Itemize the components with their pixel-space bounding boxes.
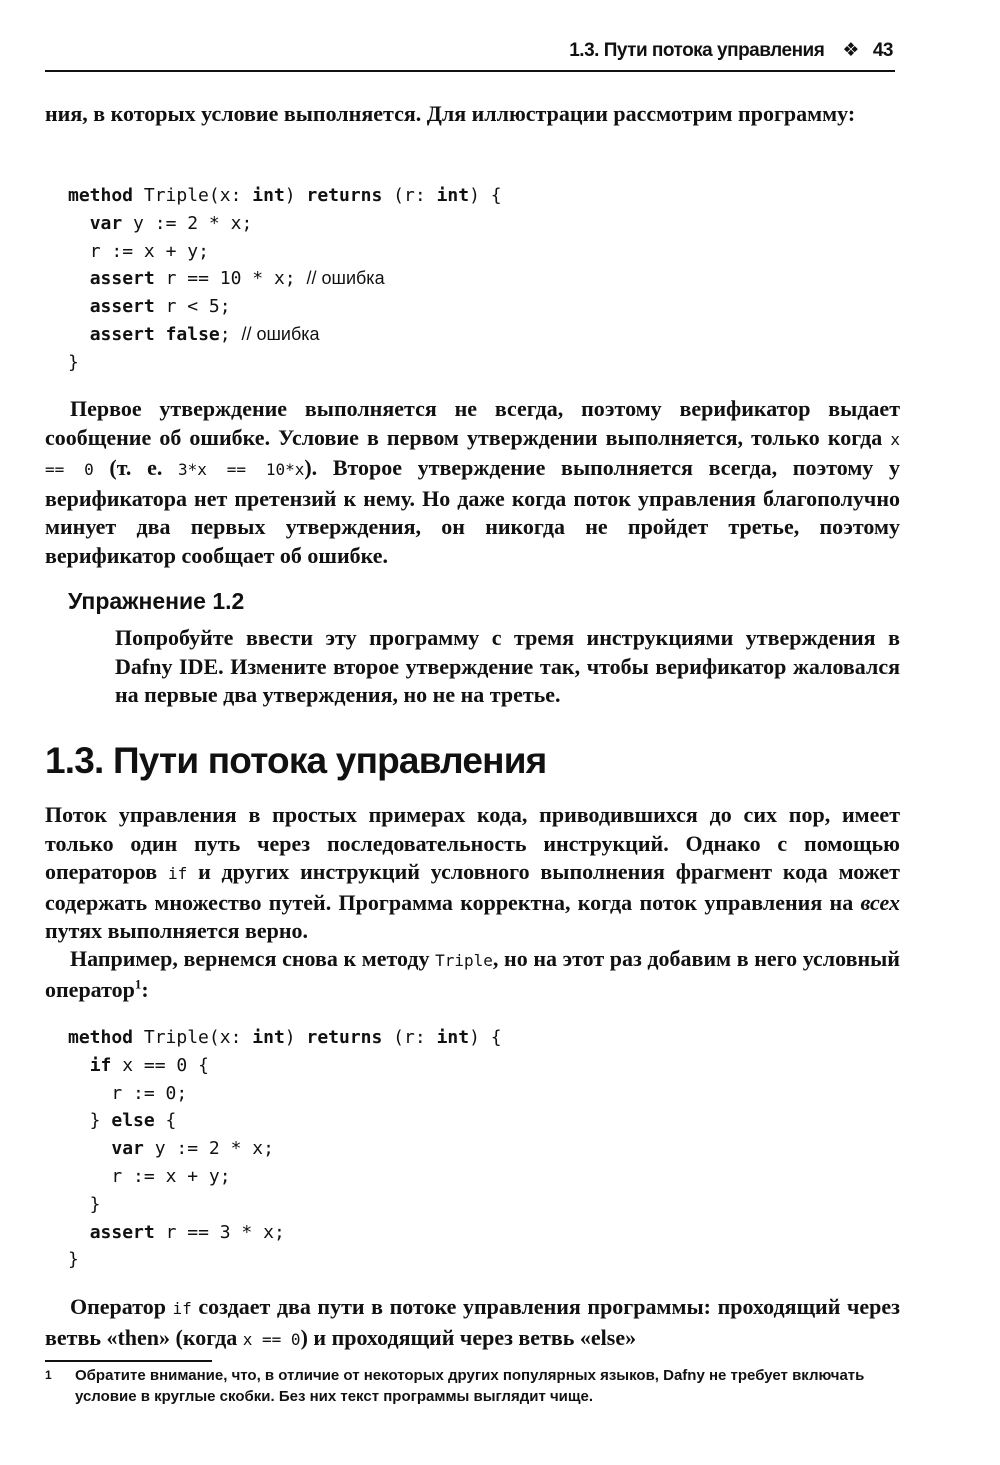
text-run: Первое утверждение выполняется не всегда, поэтому верификатор выдает сообщение об ошибке. Условие в первом утверждении выполняется, только когда xyxy=(45,396,900,450)
emphasis-text: всех xyxy=(860,889,900,915)
code-line: } xyxy=(68,1193,101,1215)
code-line: var y := 2 * x; xyxy=(89,212,253,234)
exercise-body: Попробуйте ввести эту программу с тремя инструкциями утверждения в Dafny IDE. Измените второе утверждение так, чтобы верификатор жаловался на первые два утверждения, но не на третье. xyxy=(115,625,900,707)
header-section-title: 1.3. Пути потока управления xyxy=(569,40,825,61)
text-run: (т. е. xyxy=(93,455,179,480)
text-run: Оператор xyxy=(70,1294,173,1319)
text-run: и других инструкций условного выполнения фрагмент кода может содержать множество путей. Программа корректна, когда поток управления на xyxy=(45,859,900,915)
exercise-title: Упражнение 1.2 xyxy=(68,588,245,614)
inline-code: if xyxy=(172,1299,192,1318)
code-line: method Triple(x: int) returns (r: int) { xyxy=(68,185,502,206)
paragraph-assertions xyxy=(45,395,900,570)
text-run: : xyxy=(141,976,149,1002)
code-line: } xyxy=(68,351,79,373)
code-line: assert r == 3 * x; xyxy=(89,1221,285,1243)
inline-code: 3*x == 10*x xyxy=(178,460,305,479)
section-heading: 1.3. Пути потока управления xyxy=(45,740,547,781)
paragraph-example xyxy=(45,945,900,1004)
paragraph-continued: ния, в которых условие выполняется. Для иллюстрации рассмотрим программу: xyxy=(45,101,856,126)
footnote-divider xyxy=(45,1360,212,1362)
paragraph-control-flow xyxy=(45,801,900,946)
text-run: Например, вернемся снова к методу xyxy=(70,946,436,971)
code-line: var y := 2 * x; xyxy=(111,1138,274,1160)
text-run: , но на этот раз добавим в него условный оператор xyxy=(45,946,900,1002)
ornament-icon: ❖ xyxy=(842,40,859,61)
code-line: } xyxy=(68,1249,79,1271)
text-run: Поток управления в простых примерах кода, приводившихся до сих пор, имеет только один путь через последовательность инструкций. Однако с помощью операторов xyxy=(45,802,900,884)
inline-code: x == 0 xyxy=(242,1329,301,1349)
page-number: 43 xyxy=(872,40,893,61)
text-run: создает два пути в потоке управления программы: проходящий через ветвь «then» (когда xyxy=(45,1294,900,1350)
footnote-mark: 1 xyxy=(45,1368,52,1382)
code-line: assert false; // ошибка xyxy=(89,323,320,345)
code-line: r := x + y; xyxy=(111,1165,231,1187)
footnote xyxy=(45,1365,905,1407)
code-line: method Triple(x: int) returns (r: int) { xyxy=(68,1027,502,1048)
code-line: assert r < 5; xyxy=(89,296,231,318)
text-run: путях выполняется верно. xyxy=(45,918,309,943)
running-header xyxy=(45,36,895,72)
code-line: if x == 0 { xyxy=(89,1054,209,1076)
code-line: r := x + y; xyxy=(89,240,209,262)
code-line: assert r == 10 * x; // ошибка xyxy=(89,268,385,290)
paragraph-if-paths xyxy=(45,1293,900,1354)
footnote-ref[interactable]: 1 xyxy=(134,976,142,992)
footnote-text: Обратите внимание, что, в отличие от некоторых других популярных языков, Dafny не требует включать условие в круглые скобки. Без них текст программы выглядит чище. xyxy=(75,1367,865,1405)
inline-code: x == 0 xyxy=(45,429,900,479)
code-line: r := 0; xyxy=(111,1082,188,1104)
inline-code: if xyxy=(168,864,188,883)
inline-code: Triple xyxy=(435,951,493,970)
text-run: ) и проходящий через ветвь «else» xyxy=(300,1324,637,1350)
text-run: ). Второе утверждение выполняется всегда, поэтому у верификатора нет претензий к нему. Но даже когда поток управления благополучно минует два первых утверждения, он никогда не пройдет третье, поэтому верификатор сообщает об ошибке. xyxy=(45,455,900,568)
code-line: } else { xyxy=(68,1110,177,1132)
code-listing-2 xyxy=(68,1024,502,1274)
code-listing-1 xyxy=(68,182,502,377)
